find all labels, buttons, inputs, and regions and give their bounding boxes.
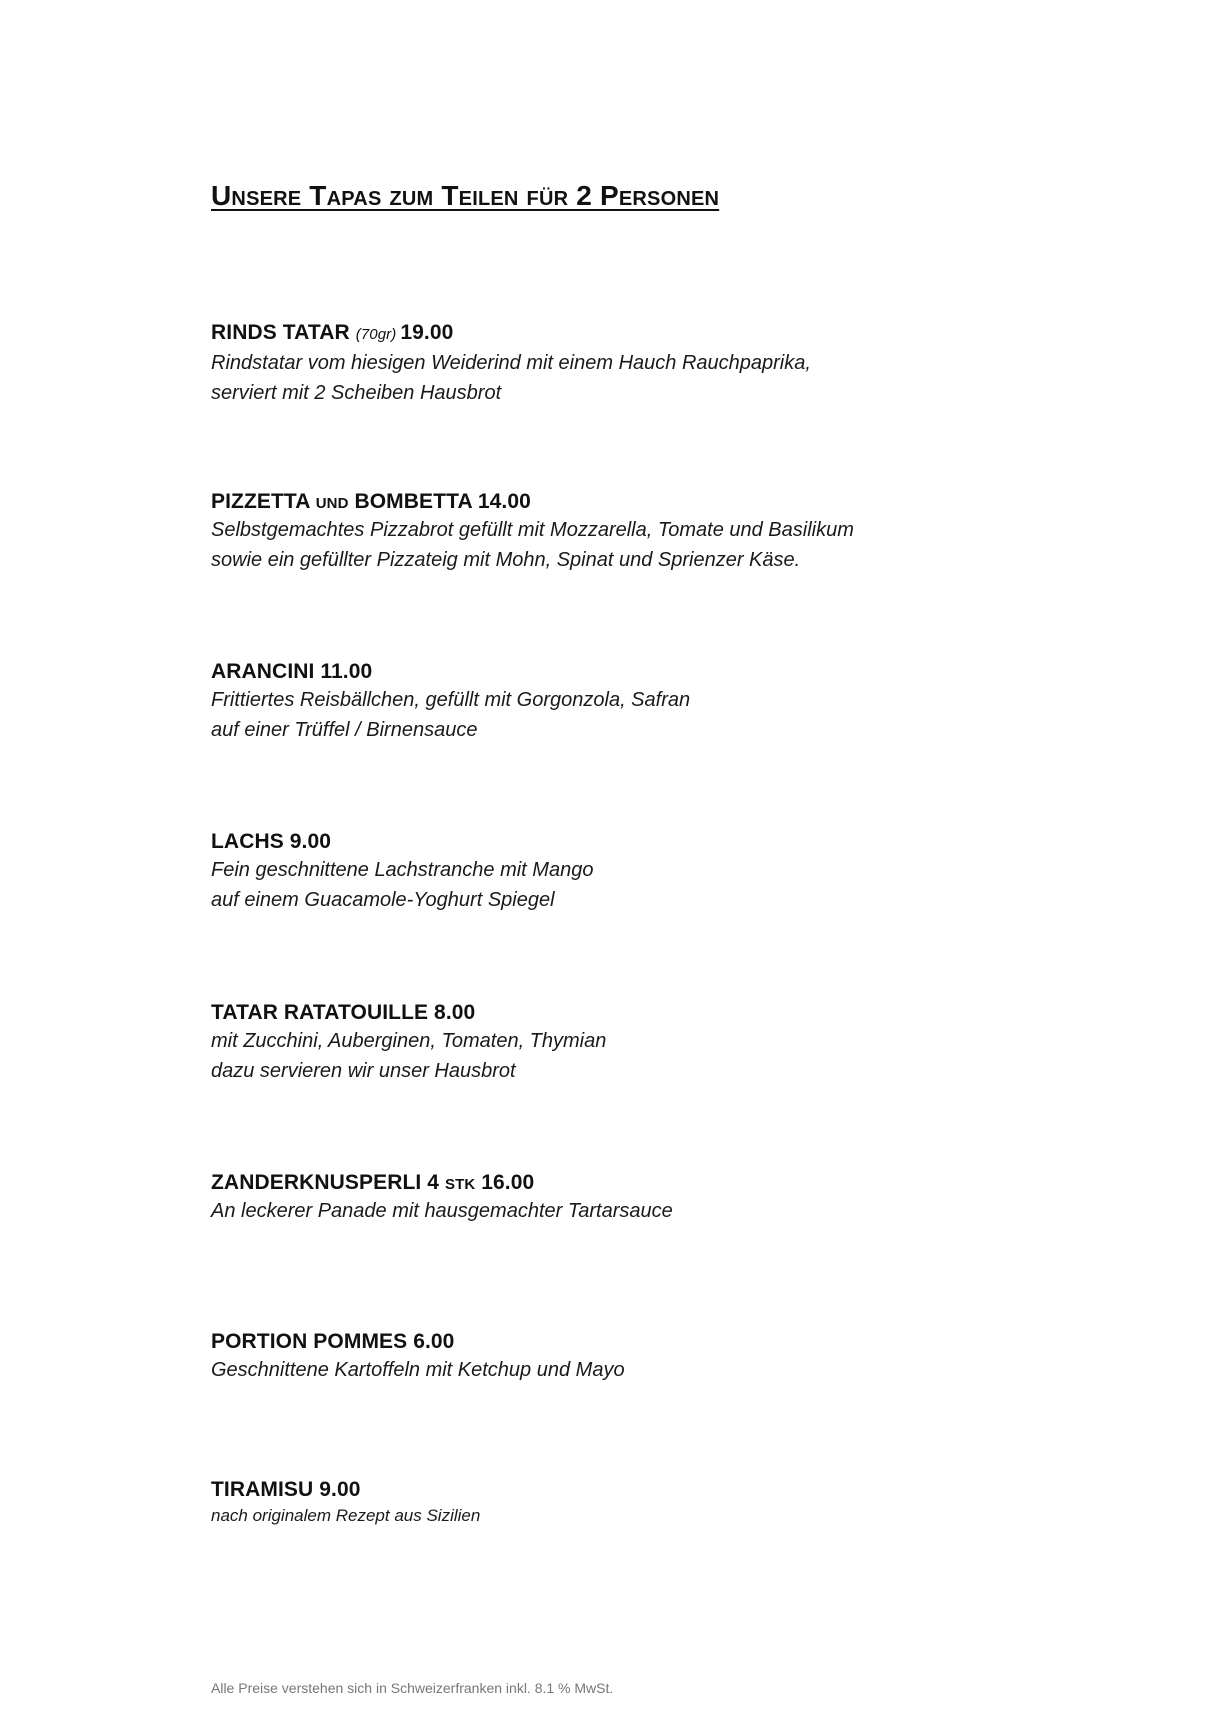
price-footnote: Alle Preise verstehen sich in Schweizerfranken inkl. 8.1 % MwSt. (211, 1680, 614, 1696)
description-line: auf einer Trüffel / Birnensauce (211, 719, 478, 741)
menu-item-arancini (211, 659, 690, 745)
description-line: nach originalem Rezept aus Sizilien (211, 1506, 481, 1525)
item-title: PIZZETTA (211, 490, 310, 513)
menu-item-description (211, 515, 854, 575)
item-unit: stk (445, 1171, 476, 1194)
description-line: auf einem Guacamole-Yoghurt Spiegel (211, 889, 555, 911)
item-price: 9.00 (289, 830, 332, 853)
menu-item-name (211, 1170, 673, 1196)
menu-item-description (211, 1026, 606, 1086)
description-line: mit Zucchini, Auberginen, Tomaten, Thymian (211, 1030, 607, 1052)
item-title-connector: und (315, 490, 349, 513)
item-portion: (70gr) (355, 326, 397, 343)
item-title: TATAR RATATOUILLE (211, 1001, 429, 1024)
menu-item-description (211, 1503, 480, 1529)
item-price: 8.00 (434, 1001, 476, 1024)
description-line: dazu servieren wir unser Hausbrot (211, 1060, 516, 1082)
menu-item-name (211, 1000, 606, 1026)
item-title: ZANDERKNUSPERLI 4 (211, 1171, 440, 1194)
menu-item-rinds-tatar (211, 320, 811, 408)
menu-item-pizzetta-bombetta (211, 489, 854, 575)
menu-item-description (211, 1355, 625, 1385)
menu-item-name (211, 489, 854, 515)
item-title: ARANCINI (211, 660, 315, 683)
description-line: Selbstgemachtes Pizzabrot gefüllt mit Mozzarella, Tomate und Basilikum (211, 519, 854, 541)
item-price: 9.00 (319, 1478, 361, 1501)
item-title: LACHS (211, 830, 284, 853)
item-title: RINDS TATAR (211, 321, 350, 344)
menu-item-name (211, 829, 593, 855)
item-price: 6.00 (413, 1330, 455, 1353)
description-line: An leckerer Panade mit hausgemachter Tartarsauce (211, 1200, 673, 1222)
description-line: Fein geschnittene Lachstranche mit Mango (211, 859, 594, 881)
menu-item-name (211, 1477, 480, 1503)
menu-item-description (211, 685, 690, 745)
menu-item-name (211, 659, 690, 685)
description-line: sowie ein gefüllter Pizzateig mit Mohn, Spinat und Sprienzer Käse. (211, 549, 801, 571)
menu-item-name (211, 1329, 625, 1355)
menu-item-lachs (211, 829, 593, 915)
description-line: Frittiertes Reisbällchen, gefüllt mit Gorgonzola, Safran (211, 689, 691, 711)
page-title: Unsere Tapas zum Teilen für 2 Personen (211, 180, 720, 211)
menu-item-zanderknusperli (211, 1170, 673, 1226)
item-title: PORTION POMMES (211, 1330, 408, 1353)
description-line: Rindstatar vom hiesigen Weiderind mit einem Hauch Rauchpaprika, (211, 352, 811, 374)
menu-item-tatar-ratatouille (211, 1000, 606, 1086)
item-price: 11.00 (320, 660, 373, 683)
item-title: TIRAMISU (211, 1478, 314, 1501)
item-price: 19.00 (400, 321, 454, 344)
description-line: Geschnittene Kartoffeln mit Ketchup und Mayo (211, 1359, 625, 1381)
item-price: 14.00 (477, 490, 531, 513)
menu-item-description (211, 348, 811, 408)
item-title: BOMBETTA (354, 490, 472, 513)
menu-item-name (211, 320, 811, 348)
menu-item-description (211, 855, 593, 915)
menu-item-description (211, 1196, 673, 1226)
description-line: serviert mit 2 Scheiben Hausbrot (211, 382, 502, 404)
menu-item-portion-pommes (211, 1329, 625, 1385)
item-price: 16.00 (481, 1171, 535, 1194)
menu-item-tiramisu (211, 1477, 480, 1529)
